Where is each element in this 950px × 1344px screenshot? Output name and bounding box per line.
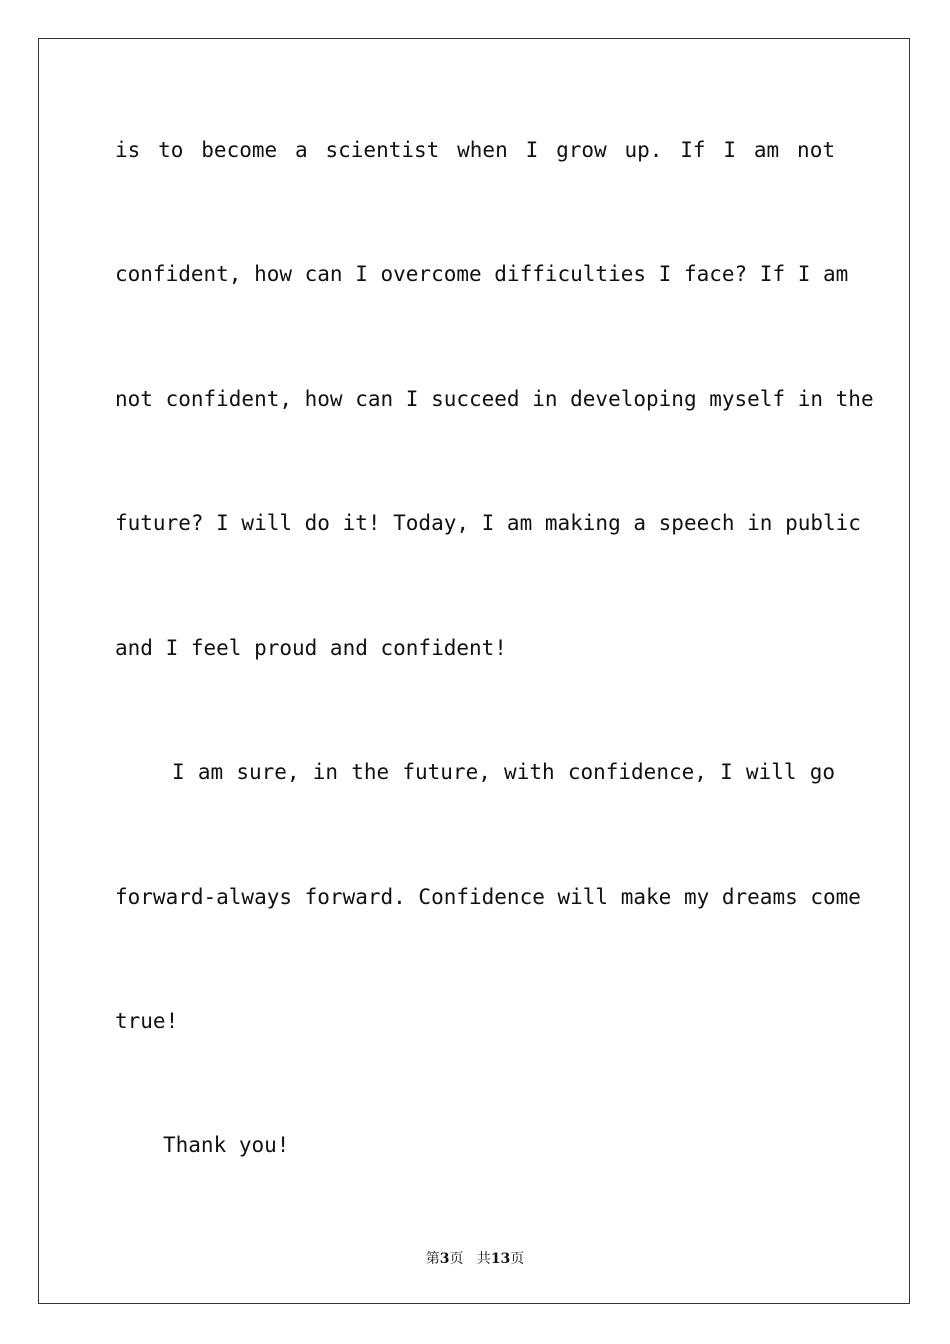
footer-prefix: 第 bbox=[425, 1251, 440, 1267]
text-line-7: forward-always forward. Confidence will make my dreams come bbox=[115, 885, 861, 909]
page-footer bbox=[0, 1248, 950, 1268]
text-line-6: I am sure, in the future, with confidence, I will go bbox=[172, 760, 835, 784]
text-line-5: and I feel proud and confident! bbox=[115, 636, 507, 660]
text-line-1: is to become a scientist when I grow up. If I am not bbox=[115, 138, 835, 162]
footer-page-number: 3 bbox=[439, 1251, 450, 1267]
text-line-4: future? I will do it! Today, I am making a speech in public bbox=[115, 511, 861, 535]
text-line-3: not confident, how can I succeed in developing myself in the bbox=[115, 387, 874, 411]
text-line-8: true! bbox=[115, 1009, 179, 1033]
page-border bbox=[38, 38, 910, 1304]
text-line-2: confident, how can I overcome difficulties I face? If I am bbox=[115, 262, 849, 286]
footer-total-pages: 13 bbox=[490, 1251, 511, 1267]
footer-mid: 页 共 bbox=[449, 1251, 491, 1267]
text-line-9: Thank you! bbox=[163, 1133, 290, 1157]
footer-suffix: 页 bbox=[510, 1251, 525, 1267]
